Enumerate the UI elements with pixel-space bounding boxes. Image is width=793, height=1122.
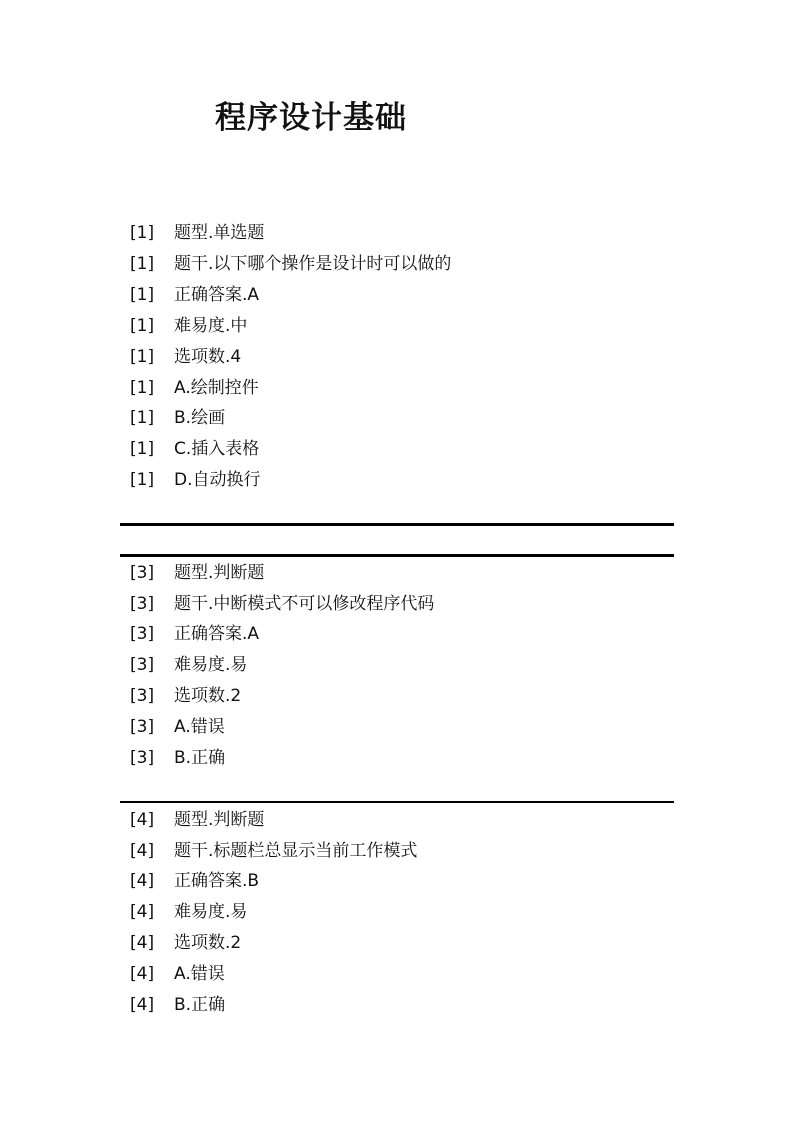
question-option: A.绘制控件 <box>174 378 259 398</box>
question-option: B.绘画 <box>174 408 226 428</box>
question-number: [3] <box>130 594 155 614</box>
question-difficulty: 难易度.易 <box>174 902 248 922</box>
question-answer: 正确答案.A <box>174 285 260 305</box>
question-difficulty: 难易度.中 <box>174 316 248 336</box>
question-option-count: 选项数.4 <box>174 347 242 367</box>
question-number: [3] <box>130 655 155 675</box>
question-option-count: 选项数.2 <box>174 686 242 706</box>
question-number: [1] <box>130 439 155 459</box>
question-number: [3] <box>130 748 155 768</box>
question-type: 题型.判断题 <box>174 563 265 583</box>
question-type: 题型.判断题 <box>174 810 265 830</box>
question-option: D.自动换行 <box>174 470 261 490</box>
divider-line <box>120 554 674 557</box>
question-option: A.错误 <box>174 717 225 737</box>
question-stem: 题干.标题栏总显示当前工作模式 <box>174 841 418 861</box>
divider-line <box>120 523 674 526</box>
question-number: [4] <box>130 902 155 922</box>
question-stem: 题干.中断模式不可以修改程序代码 <box>174 594 435 614</box>
question-number: [3] <box>130 624 155 644</box>
question-number: [4] <box>130 871 155 891</box>
question-number: [1] <box>130 223 155 243</box>
question-number: [4] <box>130 964 155 984</box>
question-number: [1] <box>130 285 155 305</box>
question-number: [1] <box>130 408 155 428</box>
question-stem: 题干.以下哪个操作是设计时可以做的 <box>174 254 452 274</box>
question-number: [1] <box>130 254 155 274</box>
question-number: [3] <box>130 717 155 737</box>
question-number: [4] <box>130 995 155 1015</box>
page-title: 程序设计基础 <box>215 100 407 136</box>
question-number: [3] <box>130 686 155 706</box>
question-option: B.正确 <box>174 995 226 1015</box>
question-number: [3] <box>130 563 155 583</box>
question-number: [4] <box>130 841 155 861</box>
question-option: A.错误 <box>174 964 225 984</box>
question-number: [1] <box>130 347 155 367</box>
question-number: [1] <box>130 470 155 490</box>
question-number: [4] <box>130 933 155 953</box>
question-option-count: 选项数.2 <box>174 933 242 953</box>
question-option: C.插入表格 <box>174 439 260 459</box>
question-answer: 正确答案.A <box>174 624 260 644</box>
question-option: B.正确 <box>174 748 226 768</box>
question-number: [1] <box>130 316 155 336</box>
question-number: [4] <box>130 810 155 830</box>
question-difficulty: 难易度.易 <box>174 655 248 675</box>
question-number: [1] <box>130 378 155 398</box>
question-type: 题型.单选题 <box>174 223 265 243</box>
divider-line <box>120 801 674 803</box>
question-answer: 正确答案.B <box>174 871 260 891</box>
